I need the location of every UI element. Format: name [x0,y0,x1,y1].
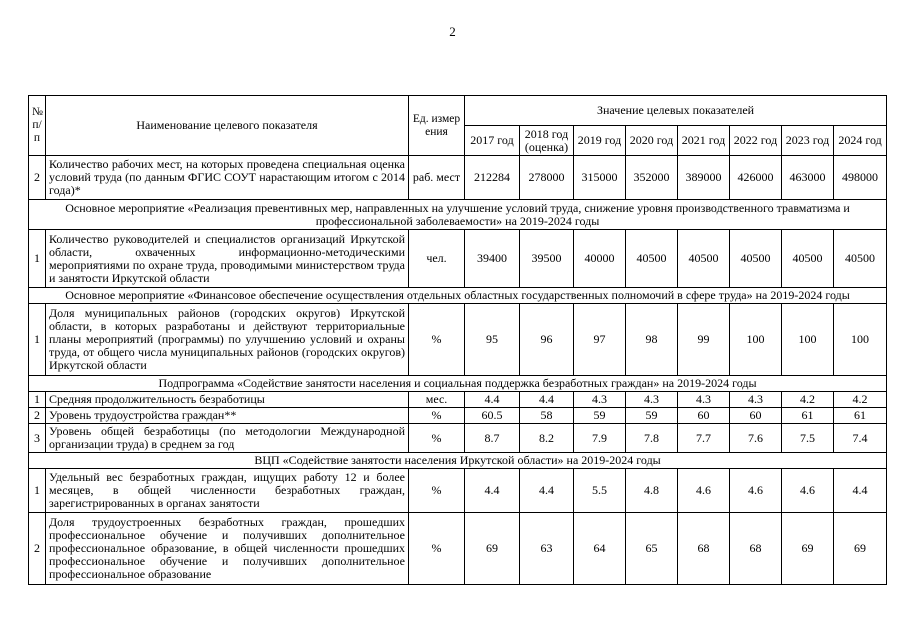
value-cell: 97 [574,304,626,376]
value-cell: 4.4 [520,469,574,513]
header-row-1 [29,96,887,126]
header-values-group: Значение целевых показателей [465,96,887,126]
unit: % [409,408,465,424]
value-cell: 4.4 [520,392,574,408]
value-cell: 40000 [574,230,626,288]
value-cell: 4.3 [574,392,626,408]
row-num: 3 [29,424,46,453]
value-cell: 65 [626,513,678,585]
value-cell: 39500 [520,230,574,288]
value-cell: 99 [678,304,730,376]
row-num: 1 [29,230,46,288]
section-row [29,376,887,392]
value-cell: 389000 [678,156,730,200]
value-cell: 4.3 [626,392,678,408]
unit: % [409,469,465,513]
unit: мес. [409,392,465,408]
value-cell: 69 [782,513,834,585]
unit: % [409,304,465,376]
value-cell: 4.6 [678,469,730,513]
value-cell: 61 [782,408,834,424]
value-cell: 68 [678,513,730,585]
value-cell: 63 [520,513,574,585]
value-cell: 58 [520,408,574,424]
header-unit: Ед. измер ения [409,96,465,156]
header-year: 2018 год (оценка) [520,126,574,156]
value-cell: 96 [520,304,574,376]
section-row [29,453,887,469]
unit: чел. [409,230,465,288]
indicator-name: Количество рабочих мест, на которых проведена специальная оценка условий труда (по данным ФГИС СОУТ нарастающим итогом с 2014 года)* [46,156,409,200]
row-num: 2 [29,408,46,424]
value-cell: 212284 [465,156,520,200]
header-year: 2022 год [730,126,782,156]
page-number: 2 [449,24,456,39]
section-row [29,200,887,230]
section-row [29,288,887,304]
table-row [29,424,887,453]
value-cell: 100 [834,304,887,376]
section-title: Основное мероприятие «Финансовое обеспечение осуществления отдельных областных государственных полномочий в сфере труда» на 2019-2024 годы [29,288,887,304]
value-cell: 69 [834,513,887,585]
value-cell: 59 [626,408,678,424]
value-cell: 4.3 [730,392,782,408]
value-cell: 95 [465,304,520,376]
indicator-name: Доля трудоустроенных безработных граждан, прошедших профессиональное обучение и получивших дополнительное профессиональное образование, в общей численности прошедших профессиональное обучение и получивших дополнительное профессиональное образование [46,513,409,585]
value-cell: 5.5 [574,469,626,513]
unit: раб. мест [409,156,465,200]
value-cell: 4.2 [782,392,834,408]
value-cell: 7.7 [678,424,730,453]
unit: % [409,513,465,585]
value-cell: 61 [834,408,887,424]
value-cell: 100 [782,304,834,376]
value-cell: 60 [678,408,730,424]
indicator-name: Средняя продолжительность безработицы [46,392,409,408]
value-cell: 7.9 [574,424,626,453]
row-num: 1 [29,392,46,408]
value-cell: 4.4 [465,392,520,408]
value-cell: 4.6 [730,469,782,513]
table-row [29,392,887,408]
header-year: 2023 год [782,126,834,156]
value-cell: 40500 [834,230,887,288]
header-year: 2020 год [626,126,678,156]
value-cell: 7.5 [782,424,834,453]
section-title: ВЦП «Содействие занятости населения Иркутской области» на 2019-2024 годы [29,453,887,469]
table-row [29,304,887,376]
unit: % [409,424,465,453]
table-row [29,156,887,200]
value-cell: 40500 [678,230,730,288]
value-cell: 426000 [730,156,782,200]
value-cell: 40500 [782,230,834,288]
header-year: 2017 год [465,126,520,156]
table-row [29,408,887,424]
row-num: 1 [29,469,46,513]
value-cell: 64 [574,513,626,585]
indicator-name: Уровень общей безработицы (по методологии Международной организации труда) в среднем за год [46,424,409,453]
table-body [29,156,887,585]
indicator-name: Количество руководителей и специалистов организаций Иркутской области, охваченных информационно-методическими мероприятиями по охране труда, проводимыми министерством труда и занятости Иркутской области [46,230,409,288]
indicator-name: Доля муниципальных районов (городских округов) Иркутской области, в которых разработаны и действуют территориальные планы мероприятий (программы) по улучшению условий и охраны труда, от общего числа муниципальных районов (городских округов) Иркутской области [46,304,409,376]
value-cell: 69 [465,513,520,585]
value-cell: 60.5 [465,408,520,424]
value-cell: 463000 [782,156,834,200]
value-cell: 40500 [730,230,782,288]
header-year: 2024 год [834,126,887,156]
indicator-name: Удельный вес безработных граждан, ищущих работу 12 и более месяцев, в общей численности безработных граждан, зарегистрированных в органах занятости [46,469,409,513]
section-title: Подпрограмма «Содействие занятости населения и социальная поддержка безработных граждан» на 2019-2024 годы [29,376,887,392]
table-row [29,230,887,288]
header-year: 2019 год [574,126,626,156]
value-cell: 4.4 [834,469,887,513]
value-cell: 4.8 [626,469,678,513]
value-cell: 4.2 [834,392,887,408]
value-cell: 4.4 [465,469,520,513]
value-cell: 4.6 [782,469,834,513]
header-year: 2021 год [678,126,730,156]
section-title: Основное мероприятие «Реализация превентивных мер, направленных на улучшение условий труда, снижение уровня производственного травматизма и профессиональной заболеваемости» на 2019-2024 годы [29,200,887,230]
value-cell: 315000 [574,156,626,200]
value-cell: 7.8 [626,424,678,453]
header-num: № п/п [29,96,46,156]
indicator-name: Уровень трудоустройства граждан** [46,408,409,424]
value-cell: 39400 [465,230,520,288]
value-cell: 60 [730,408,782,424]
value-cell: 59 [574,408,626,424]
value-cell: 98 [626,304,678,376]
value-cell: 8.2 [520,424,574,453]
table-row [29,513,887,585]
row-num: 1 [29,304,46,376]
value-cell: 352000 [626,156,678,200]
value-cell: 68 [730,513,782,585]
value-cell: 100 [730,304,782,376]
row-num: 2 [29,513,46,585]
value-cell: 7.4 [834,424,887,453]
value-cell: 498000 [834,156,887,200]
value-cell: 278000 [520,156,574,200]
value-cell: 40500 [626,230,678,288]
row-num: 2 [29,156,46,200]
value-cell: 8.7 [465,424,520,453]
target-indicators-table [28,95,887,585]
value-cell: 7.6 [730,424,782,453]
header-name: Наименование целевого показателя [46,96,409,156]
value-cell: 4.3 [678,392,730,408]
table-row [29,469,887,513]
